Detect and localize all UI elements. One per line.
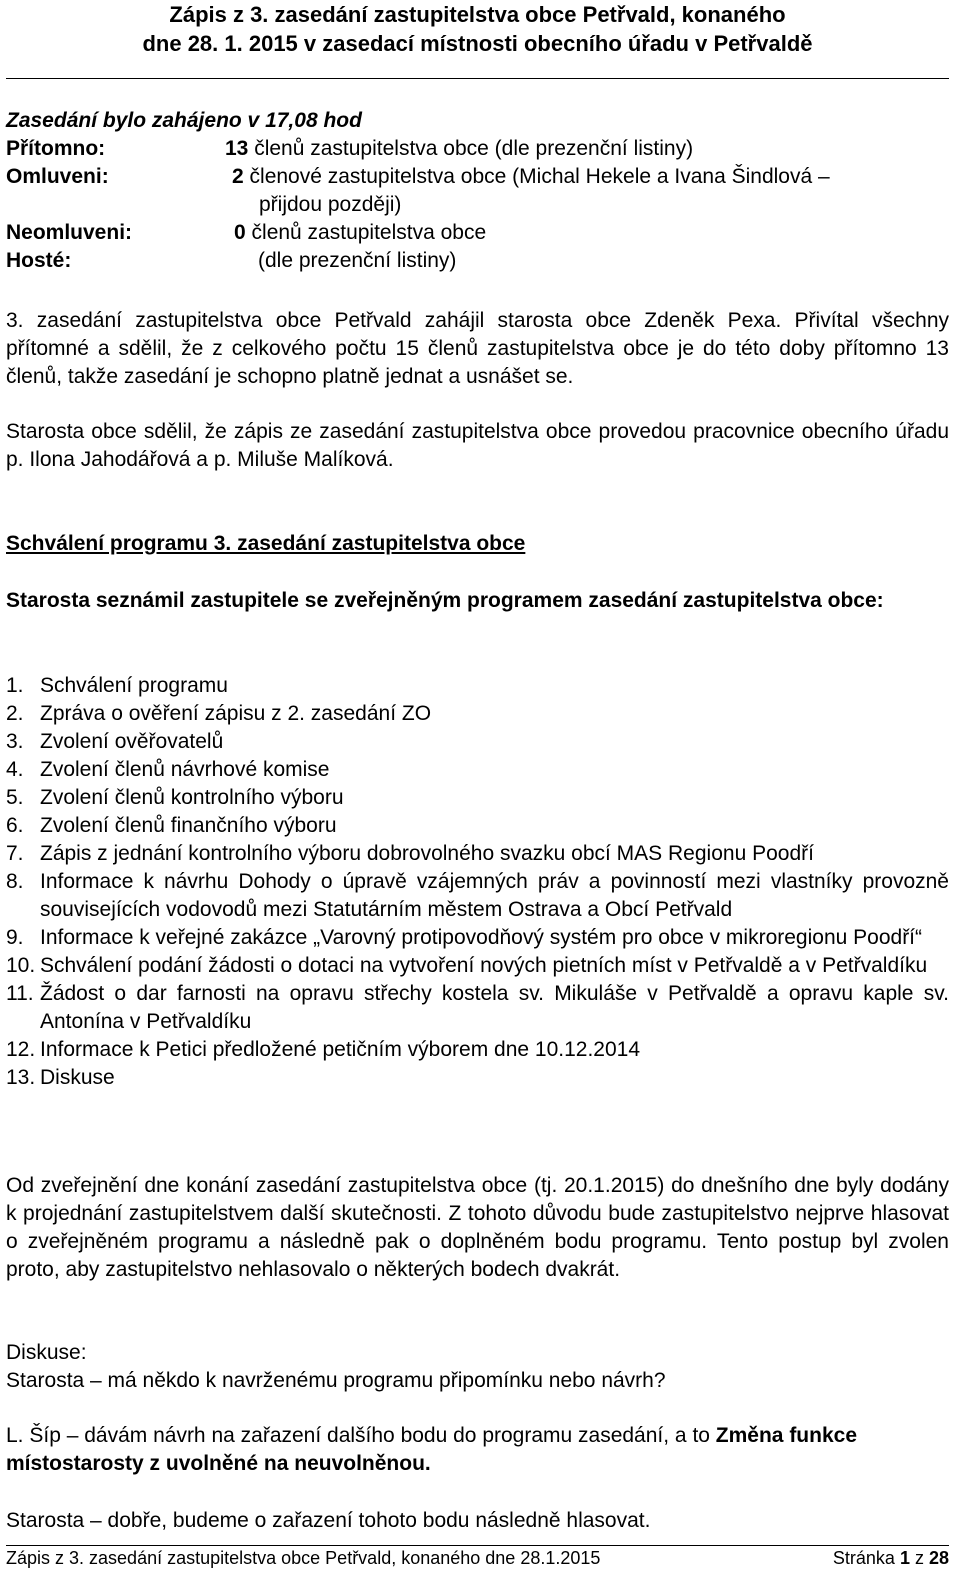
unexcused-text: členů zastupitelstva obce (245, 221, 487, 244)
present-label: Přítomno: (6, 137, 106, 160)
document-title (6, 0, 949, 58)
program-item-text: Informace k návrhu Dohody o úpravě vzájemných práv a povinností mezi vlastníky provozně souvisejících vodovodů mezi Statutárním městem Ostrava a Obcí Petřvald (40, 870, 949, 921)
program-item-number: 12. (6, 1038, 36, 1061)
intro-paragraph-1: 3. zasedání zastupitelstva obce Petřvald zahájil starosta obce Zdeněk Pexa. Přivítal všechny přítomné a sdělil, že z celkového počtu 15 členů zastupitelstva obce je do této doby přítomno 13 členů, takže zasedání je schopno platně jednat a usnášet se. (6, 309, 949, 388)
unexcused-label: Neomluveni: (6, 221, 133, 244)
program-item-number: 5. (6, 786, 24, 809)
page-current: 1 (899, 1548, 910, 1568)
section-heading: Schválení programu 3. zasedání zastupitelstva obce (6, 532, 526, 555)
discussion-sip-proposal (6, 1422, 949, 1478)
footer-title: Zápis z 3. zasedání zastupitelstva obce Petřvald, konaného dne 28.1.2015 (6, 1548, 601, 1568)
guests-text: (dle prezenční listiny) (258, 249, 457, 272)
program-item-number: 13. (6, 1066, 36, 1089)
program-item-text: Žádost o dar farnosti na opravu střechy kostela sv. Mikuláše v Petřvaldě a opravu kaple sv. Antonína v Petřvaldíku (40, 982, 949, 1033)
program-item-text: Zpráva o ověření zápisu z 2. zasedání ZO (40, 702, 432, 725)
program-item (6, 952, 949, 980)
program-item-number: 4. (6, 758, 24, 781)
program-intro: Starosta seznámil zastupitele se zveřejněným programem zasedání zastupitelstva obce: (6, 589, 884, 612)
unexcused-value (234, 219, 486, 247)
title-divider (6, 78, 949, 79)
program-item-number: 6. (6, 814, 24, 837)
program-item-number: 1. (6, 674, 24, 697)
present-value (225, 135, 693, 163)
program-item-text: Zvolení ověřovatelů (40, 730, 224, 753)
guests-label: Hosté: (6, 249, 72, 272)
sip-proposal-bold: Změna funkce místostarosty z uvolněné na neuvolněnou. (6, 1424, 858, 1475)
program-item (6, 1064, 949, 1092)
program-item (6, 700, 949, 728)
program-item (6, 980, 949, 1036)
sip-proposal-text: L. Šíp – dávám návrh na zařazení dalšího bodu do programu zasedání, a to (6, 1424, 716, 1447)
program-item (6, 784, 949, 812)
program-item-number: 11. (6, 982, 34, 1005)
program-item-number: 2. (6, 702, 24, 725)
program-item-text: Schválení podání žádosti o dotaci na vytvoření nových pietních míst v Petřvaldě a v Petřvaldíku (40, 954, 928, 977)
title-line-1: Zápis z 3. zasedání zastupitelstva obce Petřvald, konaného (169, 2, 786, 27)
present-text: členů zastupitelstva obce (dle prezenční listiny) (248, 137, 694, 160)
page-of: z (909, 1548, 929, 1568)
program-item-text: Informace k Petici předložené petičním výborem dne 10.12.2014 (40, 1038, 641, 1061)
present-count: 13 (225, 137, 249, 160)
program-item (6, 1036, 949, 1064)
page-number (833, 1546, 949, 1570)
program-item-text: Zvolení členů finančního výboru (40, 814, 337, 837)
program-item-text: Zvolení členů kontrolního výboru (40, 786, 344, 809)
program-item (6, 672, 949, 700)
program-item (6, 756, 949, 784)
program-item-number: 10. (6, 954, 36, 977)
opening-time: Zasedání bylo zahájeno v 17,08 hod (6, 109, 362, 132)
discussion-starosta-question: Starosta – má někdo k navrženému programu připomínku nebo návrh? (6, 1369, 666, 1392)
excused-text-continued: přijdou později) (259, 193, 402, 216)
excused-text: členové zastupitelstva obce (Michal Hekele a Ivana Šindlová – (243, 165, 830, 188)
program-item-number: 3. (6, 730, 24, 753)
page-total: 28 (928, 1548, 949, 1568)
publication-paragraph: Od zveřejnění dne konání zasedání zastupitelstva obce (tj. 20.1.2015) do dnešního dne byly dodány k projednání zastupitelstvem další skutečnosti. Z tohoto důvodu bude zastupitelstvo nejprve hlasovat o zveřejněném programu a následně pak o doplněném bodu programu. Tento postup byl zvolen proto, aby zastupitelstvo nehlasovalo o některých bodech dvakrát. (6, 1174, 949, 1281)
program-list (6, 672, 949, 1092)
program-item-number: 8. (6, 870, 24, 893)
discussion-starosta-reply: Starosta – dobře, budeme o zařazení tohoto bodu následně hlasovat. (6, 1509, 651, 1532)
program-item-number: 7. (6, 842, 24, 865)
program-item (6, 924, 949, 952)
excused-label: Omluveni: (6, 165, 109, 188)
intro-paragraph-2: Starosta obce sdělil, že zápis ze zasedání zastupitelstva obce provedou pracovnice obecního úřadu p. Ilona Jahodářová a p. Miluše Malíková. (6, 420, 949, 471)
title-line-2: dne 28. 1. 2015 v zasedací místnosti obecního úřadu v Petřvaldě (142, 31, 813, 56)
excused-value (232, 163, 830, 191)
discussion-label: Diskuse: (6, 1341, 87, 1364)
program-item-number: 9. (6, 926, 24, 949)
program-item (6, 840, 949, 868)
program-item-text: Schválení programu (40, 674, 228, 697)
program-item (6, 728, 949, 756)
program-item (6, 868, 949, 924)
program-item (6, 812, 949, 840)
program-item-text: Zápis z jednání kontrolního výboru dobrovolného svazku obcí MAS Regionu Poodří (40, 842, 814, 865)
unexcused-count: 0 (234, 221, 246, 244)
excused-count: 2 (232, 165, 244, 188)
program-item-text: Zvolení členů návrhové komise (40, 758, 330, 781)
program-item-text: Informace k veřejné zakázce „Varovný protipovodňový systém pro obce v mikroregionu Poodří“ (40, 926, 923, 949)
page-label: Stránka (832, 1548, 900, 1568)
program-item-text: Diskuse (40, 1066, 115, 1089)
